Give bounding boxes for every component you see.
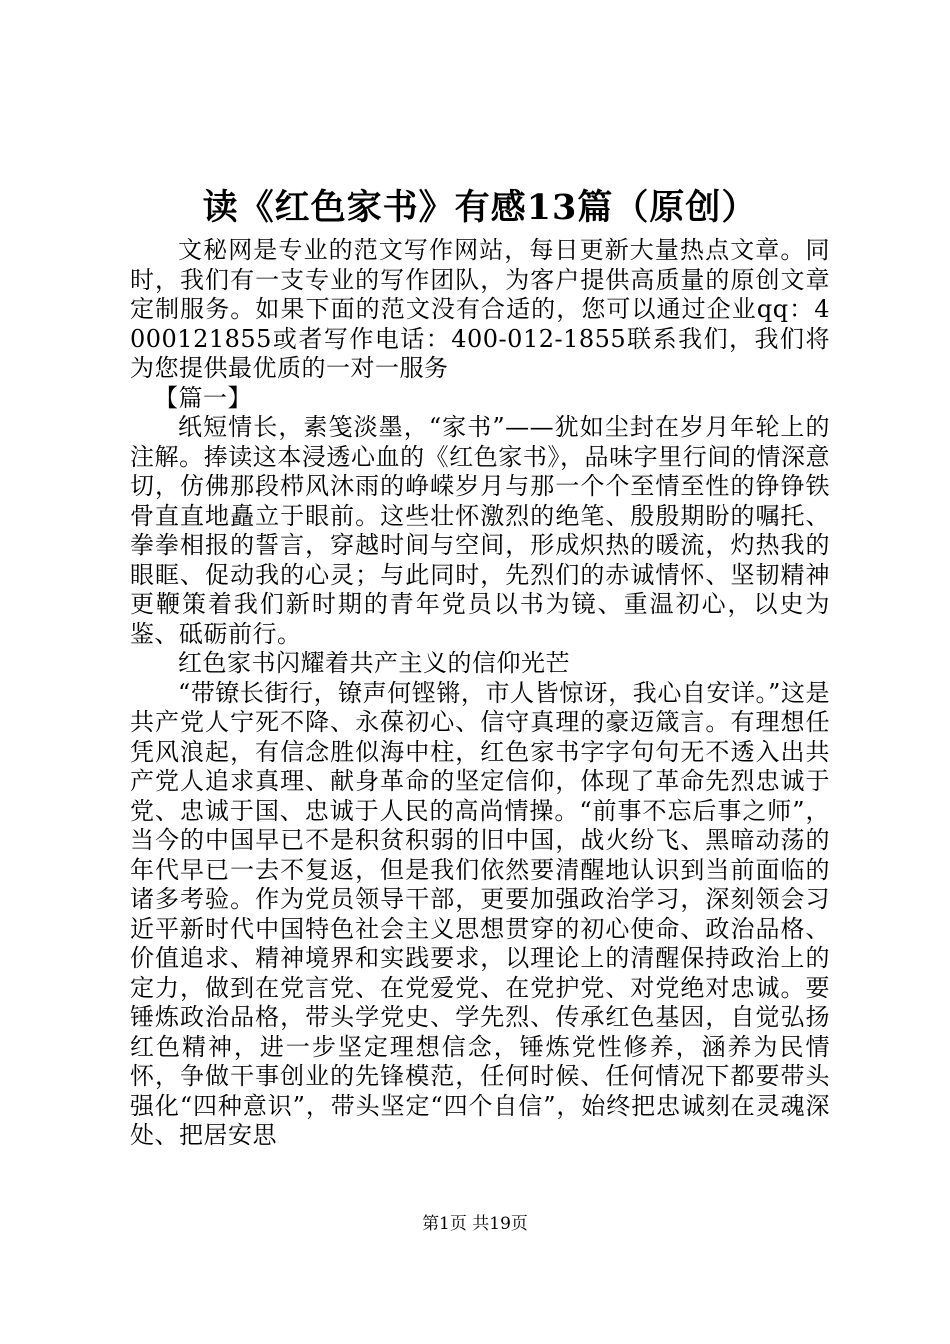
page-number-footer: 第1页 共19页 [422, 1214, 528, 1234]
document-title: 读《红色家书》有感13篇（原创） [202, 187, 758, 228]
section-heading: 【篇一】 [154, 383, 252, 412]
document-page [130, 182, 830, 1151]
body-paragraph: 纸短情长，素笺淡墨，“家书”——犹如尘封在岁月年轮上的注解。捧读这本浸透心血的《红色家书》，品味字里行间的情深意切，仿佛那段栉风沐雨的峥嵘岁月与那一个个至情至性的铮铮铁骨直直地矗立于眼前。这些壮怀激烈的绝笔、殷殷期盼的嘱托、拳拳相报的誓言，穿越时间与空间，形成炽热的暖流，灼热我的眼眶、促动我的心灵；与此同时，先烈们的赤诚情怀、坚韧精神更鞭策着我们新时期的青年党员以书为镜、重温初心，以史为鉴、砥砺前行。 [130, 413, 830, 648]
intro-paragraph: 文秘网是专业的范文写作网站，每日更新大量热点文章。同时，我们有一支专业的写作团队，为客户提供高质量的原创文章定制服务。如果下面的范文没有合适的，您可以通过企业qq：4000121855或者写作电话：400-012-1855联系我们，我们将为您提供最优质的一对一服务 [130, 236, 830, 382]
body-paragraph: “带镣长街行，镣声何铿锵，市人皆惊讶，我心自安详。”这是共产党人宁死不降、永葆初心、信守真理的豪迈箴言。有理想任凭风浪起，有信念胜似海中柱，红色家书字字句句无不透入出共产党人追求真理、献身革命的坚定信仰，体现了革命先烈忠诚于党、忠诚于国、忠诚于人民的高尚情操。“前事不忘后事之师”，当今的中国早已不是积贫积弱的旧中国，战火纷飞、黑暗动荡的年代早已一去不复返，但是我们依然要清醒地认识到当前面临的诸多考验。作为党员领导干部，更要加强政治学习，深刻领会习近平新时代中国特色社会主义思想贯穿的初心使命、政治品格、价值追求、精神境界和实践要求，以理论上的清醒保持政治上的定力，做到在党言党、在党爱党、在党护党、对党绝对忠诚。要锤炼政治品格，带头学党史、学先烈、传承红色基因，自觉弘扬红色精神，进一步坚定理想信念，锤炼党性修养，涵养为民情怀，争做干事创业的先锋模范，任何时候、任何情况下都要带头强化“四种意识”，带头坚定“四个自信”，始终把忠诚刻在灵魂深处、把居安思 [130, 678, 830, 1149]
subheading-paragraph: 红色家书闪耀着共产主义的信仰光芒 [178, 649, 570, 677]
